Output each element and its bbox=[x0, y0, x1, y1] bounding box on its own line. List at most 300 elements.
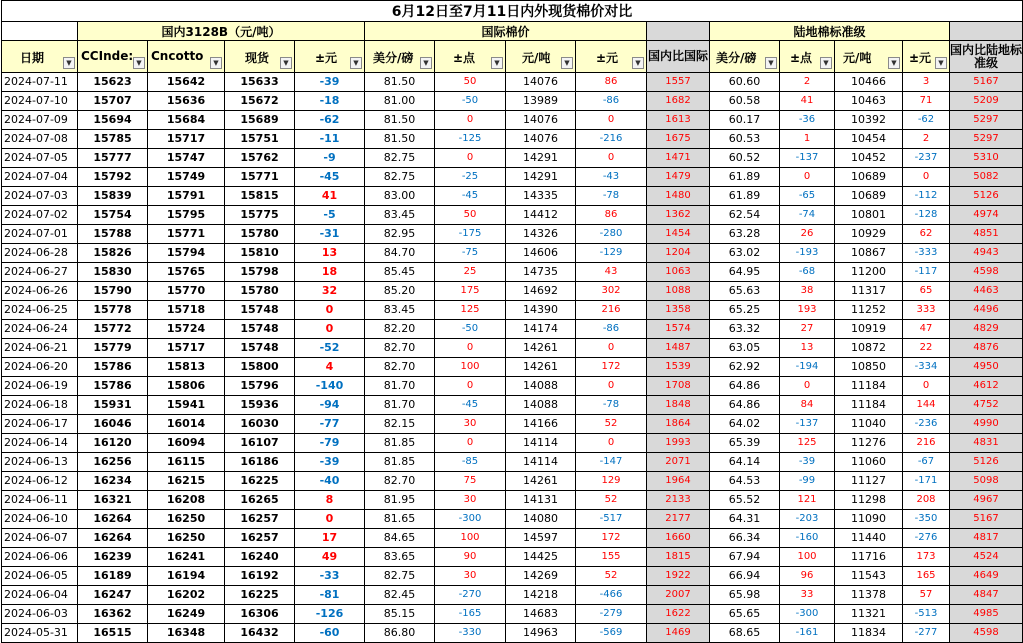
land-yuan-cell[interactable]: 11440 bbox=[835, 529, 903, 548]
date-cell[interactable]: 2024-06-17 bbox=[2, 415, 78, 434]
spot-price-cell[interactable]: 16306 bbox=[225, 605, 295, 624]
intl-pts-cell[interactable]: 0 bbox=[435, 111, 506, 130]
compare-intl-cell[interactable]: 2007 bbox=[647, 586, 710, 605]
intl-pts-cell[interactable]: -165 bbox=[435, 605, 506, 624]
intl-yuan-diff-cell[interactable]: 0 bbox=[576, 434, 647, 453]
compare-land-cell[interactable]: 4649 bbox=[950, 567, 1023, 586]
intl-yuan-diff-cell[interactable]: -280 bbox=[576, 225, 647, 244]
cncotton-cell[interactable]: 16241 bbox=[148, 548, 225, 567]
land-usc-cell[interactable]: 65.52 bbox=[710, 491, 780, 510]
intl-pts-cell[interactable]: 0 bbox=[435, 149, 506, 168]
land-diff-cell[interactable]: 57 bbox=[903, 586, 950, 605]
land-pts-cell[interactable]: -74 bbox=[780, 206, 835, 225]
compare-intl-cell[interactable]: 1864 bbox=[647, 415, 710, 434]
compare-land-cell[interactable]: 5167 bbox=[950, 510, 1023, 529]
compare-land-cell[interactable]: 4831 bbox=[950, 434, 1023, 453]
compare-land-cell[interactable]: 5310 bbox=[950, 149, 1023, 168]
cncotton-cell[interactable]: 16208 bbox=[148, 491, 225, 510]
land-usc-cell[interactable]: 66.34 bbox=[710, 529, 780, 548]
ccindex-cell[interactable]: 16247 bbox=[78, 586, 148, 605]
land-usc-cell[interactable]: 64.53 bbox=[710, 472, 780, 491]
intl-yuan-diff-cell[interactable]: 155 bbox=[576, 548, 647, 567]
land-diff-cell[interactable]: -171 bbox=[903, 472, 950, 491]
date-cell[interactable]: 2024-06-11 bbox=[2, 491, 78, 510]
compare-intl-cell[interactable]: 1660 bbox=[647, 529, 710, 548]
compare-land-cell[interactable]: 5297 bbox=[950, 111, 1023, 130]
spot-price-cell[interactable]: 16257 bbox=[225, 529, 295, 548]
intl-pts-cell[interactable]: 0 bbox=[435, 434, 506, 453]
compare-land-cell[interactable]: 4496 bbox=[950, 301, 1023, 320]
land-yuan-cell[interactable]: 10452 bbox=[835, 149, 903, 168]
compare-land-cell[interactable]: 4817 bbox=[950, 529, 1023, 548]
intl-usc-cell[interactable]: 86.80 bbox=[365, 624, 435, 643]
filter-dropdown-icon[interactable]: ▼ bbox=[935, 57, 947, 69]
cncotton-cell[interactable]: 16250 bbox=[148, 529, 225, 548]
compare-land-cell[interactable]: 5167 bbox=[950, 73, 1023, 92]
spot-diff-cell[interactable]: -62 bbox=[295, 111, 365, 130]
ccindex-cell[interactable]: 15623 bbox=[78, 73, 148, 92]
compare-intl-cell[interactable]: 1358 bbox=[647, 301, 710, 320]
intl-pts-cell[interactable]: -45 bbox=[435, 396, 506, 415]
land-yuan-cell[interactable]: 10919 bbox=[835, 320, 903, 339]
intl-yuan-cell[interactable]: 14088 bbox=[506, 377, 576, 396]
land-usc-cell[interactable]: 64.95 bbox=[710, 263, 780, 282]
spot-diff-cell[interactable]: -60 bbox=[295, 624, 365, 643]
land-yuan-cell[interactable]: 10689 bbox=[835, 168, 903, 187]
land-yuan-cell[interactable]: 11184 bbox=[835, 377, 903, 396]
date-cell[interactable]: 2024-07-01 bbox=[2, 225, 78, 244]
ccindex-cell[interactable]: 15778 bbox=[78, 301, 148, 320]
land-diff-cell[interactable]: -350 bbox=[903, 510, 950, 529]
date-cell[interactable]: 2024-06-04 bbox=[2, 586, 78, 605]
land-yuan-cell[interactable]: 10392 bbox=[835, 111, 903, 130]
spot-price-cell[interactable]: 16225 bbox=[225, 472, 295, 491]
land-pts-cell[interactable]: 38 bbox=[780, 282, 835, 301]
ccindex-cell[interactable]: 16046 bbox=[78, 415, 148, 434]
land-yuan-cell[interactable]: 11060 bbox=[835, 453, 903, 472]
spot-price-cell[interactable]: 15672 bbox=[225, 92, 295, 111]
compare-intl-cell[interactable]: 1964 bbox=[647, 472, 710, 491]
ccindex-cell[interactable]: 15786 bbox=[78, 358, 148, 377]
compare-intl-cell[interactable]: 1708 bbox=[647, 377, 710, 396]
land-diff-cell[interactable]: 71 bbox=[903, 92, 950, 111]
land-pts-cell[interactable]: -36 bbox=[780, 111, 835, 130]
intl-pts-cell[interactable]: -330 bbox=[435, 624, 506, 643]
intl-pts-cell[interactable]: 50 bbox=[435, 73, 506, 92]
compare-intl-cell[interactable]: 1613 bbox=[647, 111, 710, 130]
date-cell[interactable]: 2024-07-02 bbox=[2, 206, 78, 225]
intl-yuan-diff-cell[interactable]: -216 bbox=[576, 130, 647, 149]
cncotton-cell[interactable]: 15642 bbox=[148, 73, 225, 92]
spot-diff-cell[interactable]: -11 bbox=[295, 130, 365, 149]
spot-diff-cell[interactable]: -140 bbox=[295, 377, 365, 396]
compare-intl-cell[interactable]: 1088 bbox=[647, 282, 710, 301]
spot-diff-cell[interactable]: -79 bbox=[295, 434, 365, 453]
cncotton-cell[interactable]: 15941 bbox=[148, 396, 225, 415]
intl-usc-cell[interactable]: 82.70 bbox=[365, 358, 435, 377]
intl-pts-cell[interactable]: 0 bbox=[435, 339, 506, 358]
intl-yuan-cell[interactable]: 14335 bbox=[506, 187, 576, 206]
land-usc-cell[interactable]: 62.54 bbox=[710, 206, 780, 225]
land-yuan-cell[interactable]: 11378 bbox=[835, 586, 903, 605]
land-usc-cell[interactable]: 60.53 bbox=[710, 130, 780, 149]
spot-diff-cell[interactable]: -31 bbox=[295, 225, 365, 244]
cncotton-cell[interactable]: 16215 bbox=[148, 472, 225, 491]
intl-usc-cell[interactable]: 81.50 bbox=[365, 73, 435, 92]
land-yuan-cell[interactable]: 11317 bbox=[835, 282, 903, 301]
land-diff-cell[interactable]: -117 bbox=[903, 263, 950, 282]
cncotton-cell[interactable]: 16115 bbox=[148, 453, 225, 472]
spot-diff-cell[interactable]: 0 bbox=[295, 320, 365, 339]
intl-yuan-diff-cell[interactable]: 129 bbox=[576, 472, 647, 491]
cncotton-cell[interactable]: 15718 bbox=[148, 301, 225, 320]
land-pts-cell[interactable]: -68 bbox=[780, 263, 835, 282]
intl-yuan-diff-cell[interactable]: -517 bbox=[576, 510, 647, 529]
spot-diff-cell[interactable]: -81 bbox=[295, 586, 365, 605]
intl-pts-cell[interactable]: -300 bbox=[435, 510, 506, 529]
cncotton-cell[interactable]: 15791 bbox=[148, 187, 225, 206]
cncotton-cell[interactable]: 15749 bbox=[148, 168, 225, 187]
spot-price-cell[interactable]: 16030 bbox=[225, 415, 295, 434]
ccindex-cell[interactable]: 16362 bbox=[78, 605, 148, 624]
ccindex-cell[interactable]: 16234 bbox=[78, 472, 148, 491]
ccindex-cell[interactable]: 15839 bbox=[78, 187, 148, 206]
intl-usc-cell[interactable]: 82.70 bbox=[365, 339, 435, 358]
date-cell[interactable]: 2024-06-20 bbox=[2, 358, 78, 377]
compare-intl-cell[interactable]: 1362 bbox=[647, 206, 710, 225]
intl-pts-cell[interactable]: -125 bbox=[435, 130, 506, 149]
cncotton-cell[interactable]: 15717 bbox=[148, 130, 225, 149]
spot-diff-cell[interactable]: 0 bbox=[295, 301, 365, 320]
compare-intl-cell[interactable]: 1574 bbox=[647, 320, 710, 339]
ccindex-cell[interactable]: 16321 bbox=[78, 491, 148, 510]
land-usc-cell[interactable]: 65.98 bbox=[710, 586, 780, 605]
intl-yuan-cell[interactable]: 14735 bbox=[506, 263, 576, 282]
intl-yuan-diff-cell[interactable]: -129 bbox=[576, 244, 647, 263]
land-yuan-cell[interactable]: 10466 bbox=[835, 73, 903, 92]
land-yuan-cell[interactable]: 10689 bbox=[835, 187, 903, 206]
land-yuan-cell[interactable]: 10463 bbox=[835, 92, 903, 111]
spot-price-cell[interactable]: 15775 bbox=[225, 206, 295, 225]
filter-dropdown-icon[interactable]: ▼ bbox=[632, 57, 644, 69]
land-yuan-cell[interactable]: 11276 bbox=[835, 434, 903, 453]
compare-intl-cell[interactable]: 1675 bbox=[647, 130, 710, 149]
spot-price-cell[interactable]: 16192 bbox=[225, 567, 295, 586]
land-diff-cell[interactable]: -128 bbox=[903, 206, 950, 225]
spot-diff-cell[interactable]: -94 bbox=[295, 396, 365, 415]
spot-diff-cell[interactable]: -39 bbox=[295, 73, 365, 92]
compare-intl-cell[interactable]: 1815 bbox=[647, 548, 710, 567]
date-cell[interactable]: 2024-07-10 bbox=[2, 92, 78, 111]
compare-land-cell[interactable]: 4943 bbox=[950, 244, 1023, 263]
compare-land-cell[interactable]: 4752 bbox=[950, 396, 1023, 415]
date-cell[interactable]: 2024-07-04 bbox=[2, 168, 78, 187]
land-usc-cell[interactable]: 64.86 bbox=[710, 377, 780, 396]
cncotton-cell[interactable]: 15813 bbox=[148, 358, 225, 377]
compare-intl-cell[interactable]: 1922 bbox=[647, 567, 710, 586]
land-yuan-cell[interactable]: 11200 bbox=[835, 263, 903, 282]
land-pts-cell[interactable]: -160 bbox=[780, 529, 835, 548]
land-diff-cell[interactable]: -67 bbox=[903, 453, 950, 472]
intl-usc-cell[interactable]: 81.95 bbox=[365, 491, 435, 510]
filter-dropdown-icon[interactable]: ▼ bbox=[210, 57, 222, 69]
intl-yuan-diff-cell[interactable]: -147 bbox=[576, 453, 647, 472]
compare-land-cell[interactable]: 4985 bbox=[950, 605, 1023, 624]
land-pts-cell[interactable]: -193 bbox=[780, 244, 835, 263]
intl-yuan-diff-cell[interactable]: 172 bbox=[576, 529, 647, 548]
intl-pts-cell[interactable]: 25 bbox=[435, 263, 506, 282]
compare-land-cell[interactable]: 4876 bbox=[950, 339, 1023, 358]
land-usc-cell[interactable]: 64.02 bbox=[710, 415, 780, 434]
spot-diff-cell[interactable]: -39 bbox=[295, 453, 365, 472]
intl-usc-cell[interactable]: 82.70 bbox=[365, 472, 435, 491]
cncotton-cell[interactable]: 15770 bbox=[148, 282, 225, 301]
spot-price-cell[interactable]: 15748 bbox=[225, 301, 295, 320]
compare-intl-cell[interactable]: 1469 bbox=[647, 624, 710, 643]
spot-diff-cell[interactable]: -45 bbox=[295, 168, 365, 187]
filter-dropdown-icon[interactable]: ▼ bbox=[820, 57, 832, 69]
intl-usc-cell[interactable]: 85.20 bbox=[365, 282, 435, 301]
spot-price-cell[interactable]: 16107 bbox=[225, 434, 295, 453]
land-yuan-cell[interactable]: 11716 bbox=[835, 548, 903, 567]
compare-intl-cell[interactable]: 1993 bbox=[647, 434, 710, 453]
intl-yuan-cell[interactable]: 14683 bbox=[506, 605, 576, 624]
intl-usc-cell[interactable]: 84.65 bbox=[365, 529, 435, 548]
land-usc-cell[interactable]: 63.02 bbox=[710, 244, 780, 263]
intl-yuan-cell[interactable]: 14174 bbox=[506, 320, 576, 339]
intl-yuan-diff-cell[interactable]: -279 bbox=[576, 605, 647, 624]
intl-yuan-diff-cell[interactable]: 216 bbox=[576, 301, 647, 320]
intl-yuan-cell[interactable]: 14166 bbox=[506, 415, 576, 434]
spot-diff-cell[interactable]: 0 bbox=[295, 510, 365, 529]
date-cell[interactable]: 2024-06-24 bbox=[2, 320, 78, 339]
compare-intl-cell[interactable]: 1454 bbox=[647, 225, 710, 244]
spot-diff-cell[interactable]: -126 bbox=[295, 605, 365, 624]
spot-price-cell[interactable]: 15633 bbox=[225, 73, 295, 92]
compare-intl-cell[interactable]: 1848 bbox=[647, 396, 710, 415]
intl-yuan-cell[interactable]: 14261 bbox=[506, 358, 576, 377]
spot-diff-cell[interactable]: -18 bbox=[295, 92, 365, 111]
cncotton-cell[interactable]: 16202 bbox=[148, 586, 225, 605]
compare-land-cell[interactable]: 4851 bbox=[950, 225, 1023, 244]
land-pts-cell[interactable]: 96 bbox=[780, 567, 835, 586]
land-diff-cell[interactable]: -277 bbox=[903, 624, 950, 643]
date-cell[interactable]: 2024-06-21 bbox=[2, 339, 78, 358]
date-cell[interactable]: 2024-06-18 bbox=[2, 396, 78, 415]
spot-price-cell[interactable]: 16240 bbox=[225, 548, 295, 567]
intl-yuan-cell[interactable]: 14076 bbox=[506, 111, 576, 130]
cncotton-cell[interactable]: 15765 bbox=[148, 263, 225, 282]
date-cell[interactable]: 2024-06-06 bbox=[2, 548, 78, 567]
intl-usc-cell[interactable]: 82.75 bbox=[365, 168, 435, 187]
land-usc-cell[interactable]: 64.86 bbox=[710, 396, 780, 415]
cncotton-cell[interactable]: 16194 bbox=[148, 567, 225, 586]
spot-price-cell[interactable]: 16225 bbox=[225, 586, 295, 605]
intl-yuan-cell[interactable]: 14261 bbox=[506, 472, 576, 491]
intl-yuan-cell[interactable]: 14291 bbox=[506, 149, 576, 168]
land-yuan-cell[interactable]: 11184 bbox=[835, 396, 903, 415]
land-diff-cell[interactable]: 208 bbox=[903, 491, 950, 510]
intl-yuan-diff-cell[interactable]: 0 bbox=[576, 339, 647, 358]
spot-price-cell[interactable]: 15780 bbox=[225, 225, 295, 244]
compare-intl-cell[interactable]: 1471 bbox=[647, 149, 710, 168]
land-usc-cell[interactable]: 67.94 bbox=[710, 548, 780, 567]
land-diff-cell[interactable]: -276 bbox=[903, 529, 950, 548]
land-diff-cell[interactable]: 0 bbox=[903, 377, 950, 396]
land-yuan-cell[interactable]: 11040 bbox=[835, 415, 903, 434]
ccindex-cell[interactable]: 16189 bbox=[78, 567, 148, 586]
intl-usc-cell[interactable]: 81.70 bbox=[365, 396, 435, 415]
ccindex-cell[interactable]: 16256 bbox=[78, 453, 148, 472]
cncotton-cell[interactable]: 15636 bbox=[148, 92, 225, 111]
land-usc-cell[interactable]: 64.31 bbox=[710, 510, 780, 529]
compare-land-cell[interactable]: 4463 bbox=[950, 282, 1023, 301]
spot-diff-cell[interactable]: 13 bbox=[295, 244, 365, 263]
land-yuan-cell[interactable]: 11834 bbox=[835, 624, 903, 643]
ccindex-cell[interactable]: 15792 bbox=[78, 168, 148, 187]
compare-intl-cell[interactable]: 1539 bbox=[647, 358, 710, 377]
compare-intl-cell[interactable]: 1622 bbox=[647, 605, 710, 624]
land-usc-cell[interactable]: 63.05 bbox=[710, 339, 780, 358]
spot-diff-cell[interactable]: 32 bbox=[295, 282, 365, 301]
date-cell[interactable]: 2024-06-28 bbox=[2, 244, 78, 263]
date-cell[interactable]: 2024-06-26 bbox=[2, 282, 78, 301]
intl-yuan-diff-cell[interactable]: 0 bbox=[576, 111, 647, 130]
intl-yuan-cell[interactable]: 14963 bbox=[506, 624, 576, 643]
land-diff-cell[interactable]: -112 bbox=[903, 187, 950, 206]
spot-price-cell[interactable]: 15762 bbox=[225, 149, 295, 168]
compare-intl-cell[interactable]: 1479 bbox=[647, 168, 710, 187]
compare-land-cell[interactable]: 4967 bbox=[950, 491, 1023, 510]
compare-land-cell[interactable]: 4524 bbox=[950, 548, 1023, 567]
spot-price-cell[interactable]: 15936 bbox=[225, 396, 295, 415]
filter-dropdown-icon[interactable]: ▼ bbox=[888, 57, 900, 69]
intl-yuan-cell[interactable]: 14606 bbox=[506, 244, 576, 263]
cncotton-cell[interactable]: 15717 bbox=[148, 339, 225, 358]
intl-yuan-cell[interactable]: 14114 bbox=[506, 453, 576, 472]
land-usc-cell[interactable]: 62.92 bbox=[710, 358, 780, 377]
spot-price-cell[interactable]: 15815 bbox=[225, 187, 295, 206]
intl-usc-cell[interactable]: 82.45 bbox=[365, 586, 435, 605]
intl-pts-cell[interactable]: -175 bbox=[435, 225, 506, 244]
cncotton-cell[interactable]: 16014 bbox=[148, 415, 225, 434]
land-pts-cell[interactable]: -99 bbox=[780, 472, 835, 491]
land-pts-cell[interactable]: -65 bbox=[780, 187, 835, 206]
ccindex-cell[interactable]: 16264 bbox=[78, 529, 148, 548]
spot-price-cell[interactable]: 15751 bbox=[225, 130, 295, 149]
intl-usc-cell[interactable]: 81.85 bbox=[365, 434, 435, 453]
land-diff-cell[interactable]: -334 bbox=[903, 358, 950, 377]
compare-land-cell[interactable]: 4847 bbox=[950, 586, 1023, 605]
intl-pts-cell[interactable]: 125 bbox=[435, 301, 506, 320]
filter-dropdown-icon[interactable]: ▼ bbox=[491, 57, 503, 69]
intl-yuan-cell[interactable]: 14261 bbox=[506, 339, 576, 358]
intl-yuan-diff-cell[interactable]: 43 bbox=[576, 263, 647, 282]
land-yuan-cell[interactable]: 10929 bbox=[835, 225, 903, 244]
intl-pts-cell[interactable]: 50 bbox=[435, 206, 506, 225]
spot-diff-cell[interactable]: 17 bbox=[295, 529, 365, 548]
ccindex-cell[interactable]: 15694 bbox=[78, 111, 148, 130]
land-diff-cell[interactable]: 216 bbox=[903, 434, 950, 453]
land-pts-cell[interactable]: 26 bbox=[780, 225, 835, 244]
ccindex-cell[interactable]: 15754 bbox=[78, 206, 148, 225]
spot-price-cell[interactable]: 15689 bbox=[225, 111, 295, 130]
ccindex-cell[interactable]: 15790 bbox=[78, 282, 148, 301]
land-yuan-cell[interactable]: 11127 bbox=[835, 472, 903, 491]
cncotton-cell[interactable]: 15724 bbox=[148, 320, 225, 339]
spot-price-cell[interactable]: 15748 bbox=[225, 320, 295, 339]
land-diff-cell[interactable]: 173 bbox=[903, 548, 950, 567]
land-pts-cell[interactable]: -161 bbox=[780, 624, 835, 643]
intl-usc-cell[interactable]: 81.65 bbox=[365, 510, 435, 529]
intl-yuan-diff-cell[interactable]: 52 bbox=[576, 491, 647, 510]
compare-intl-cell[interactable]: 1682 bbox=[647, 92, 710, 111]
land-yuan-cell[interactable]: 11321 bbox=[835, 605, 903, 624]
date-cell[interactable]: 2024-05-31 bbox=[2, 624, 78, 643]
filter-dropdown-icon[interactable]: ▼ bbox=[63, 57, 75, 69]
intl-pts-cell[interactable]: 100 bbox=[435, 529, 506, 548]
land-usc-cell[interactable]: 66.94 bbox=[710, 567, 780, 586]
spot-price-cell[interactable]: 15798 bbox=[225, 263, 295, 282]
land-usc-cell[interactable]: 60.58 bbox=[710, 92, 780, 111]
intl-pts-cell[interactable]: -75 bbox=[435, 244, 506, 263]
intl-usc-cell[interactable]: 83.00 bbox=[365, 187, 435, 206]
land-diff-cell[interactable]: 333 bbox=[903, 301, 950, 320]
intl-usc-cell[interactable]: 82.75 bbox=[365, 567, 435, 586]
date-cell[interactable]: 2024-07-08 bbox=[2, 130, 78, 149]
intl-pts-cell[interactable]: -50 bbox=[435, 92, 506, 111]
land-pts-cell[interactable]: -203 bbox=[780, 510, 835, 529]
land-pts-cell[interactable]: 2 bbox=[780, 73, 835, 92]
land-pts-cell[interactable]: -137 bbox=[780, 149, 835, 168]
land-yuan-cell[interactable]: 11543 bbox=[835, 567, 903, 586]
land-pts-cell[interactable]: 33 bbox=[780, 586, 835, 605]
intl-usc-cell[interactable]: 81.70 bbox=[365, 377, 435, 396]
intl-pts-cell[interactable]: -85 bbox=[435, 453, 506, 472]
ccindex-cell[interactable]: 15830 bbox=[78, 263, 148, 282]
spot-diff-cell[interactable]: -33 bbox=[295, 567, 365, 586]
intl-yuan-cell[interactable]: 14076 bbox=[506, 73, 576, 92]
land-usc-cell[interactable]: 65.63 bbox=[710, 282, 780, 301]
spot-diff-cell[interactable]: 49 bbox=[295, 548, 365, 567]
cncotton-cell[interactable]: 16348 bbox=[148, 624, 225, 643]
compare-intl-cell[interactable]: 1557 bbox=[647, 73, 710, 92]
ccindex-cell[interactable]: 15777 bbox=[78, 149, 148, 168]
intl-usc-cell[interactable]: 81.85 bbox=[365, 453, 435, 472]
date-cell[interactable]: 2024-06-03 bbox=[2, 605, 78, 624]
land-diff-cell[interactable]: 22 bbox=[903, 339, 950, 358]
land-usc-cell[interactable]: 63.32 bbox=[710, 320, 780, 339]
date-cell[interactable]: 2024-06-13 bbox=[2, 453, 78, 472]
intl-yuan-cell[interactable]: 14218 bbox=[506, 586, 576, 605]
cncotton-cell[interactable]: 15794 bbox=[148, 244, 225, 263]
land-yuan-cell[interactable]: 11252 bbox=[835, 301, 903, 320]
spot-price-cell[interactable]: 15810 bbox=[225, 244, 295, 263]
land-pts-cell[interactable]: 1 bbox=[780, 130, 835, 149]
intl-pts-cell[interactable]: 75 bbox=[435, 472, 506, 491]
land-pts-cell[interactable]: 41 bbox=[780, 92, 835, 111]
date-cell[interactable]: 2024-07-09 bbox=[2, 111, 78, 130]
land-pts-cell[interactable]: 27 bbox=[780, 320, 835, 339]
intl-usc-cell[interactable]: 81.00 bbox=[365, 92, 435, 111]
intl-yuan-diff-cell[interactable]: 0 bbox=[576, 377, 647, 396]
filter-dropdown-icon[interactable]: ▼ bbox=[350, 57, 362, 69]
ccindex-cell[interactable]: 16239 bbox=[78, 548, 148, 567]
ccindex-cell[interactable]: 15772 bbox=[78, 320, 148, 339]
land-pts-cell[interactable]: -194 bbox=[780, 358, 835, 377]
compare-land-cell[interactable]: 4950 bbox=[950, 358, 1023, 377]
intl-yuan-cell[interactable]: 14291 bbox=[506, 168, 576, 187]
